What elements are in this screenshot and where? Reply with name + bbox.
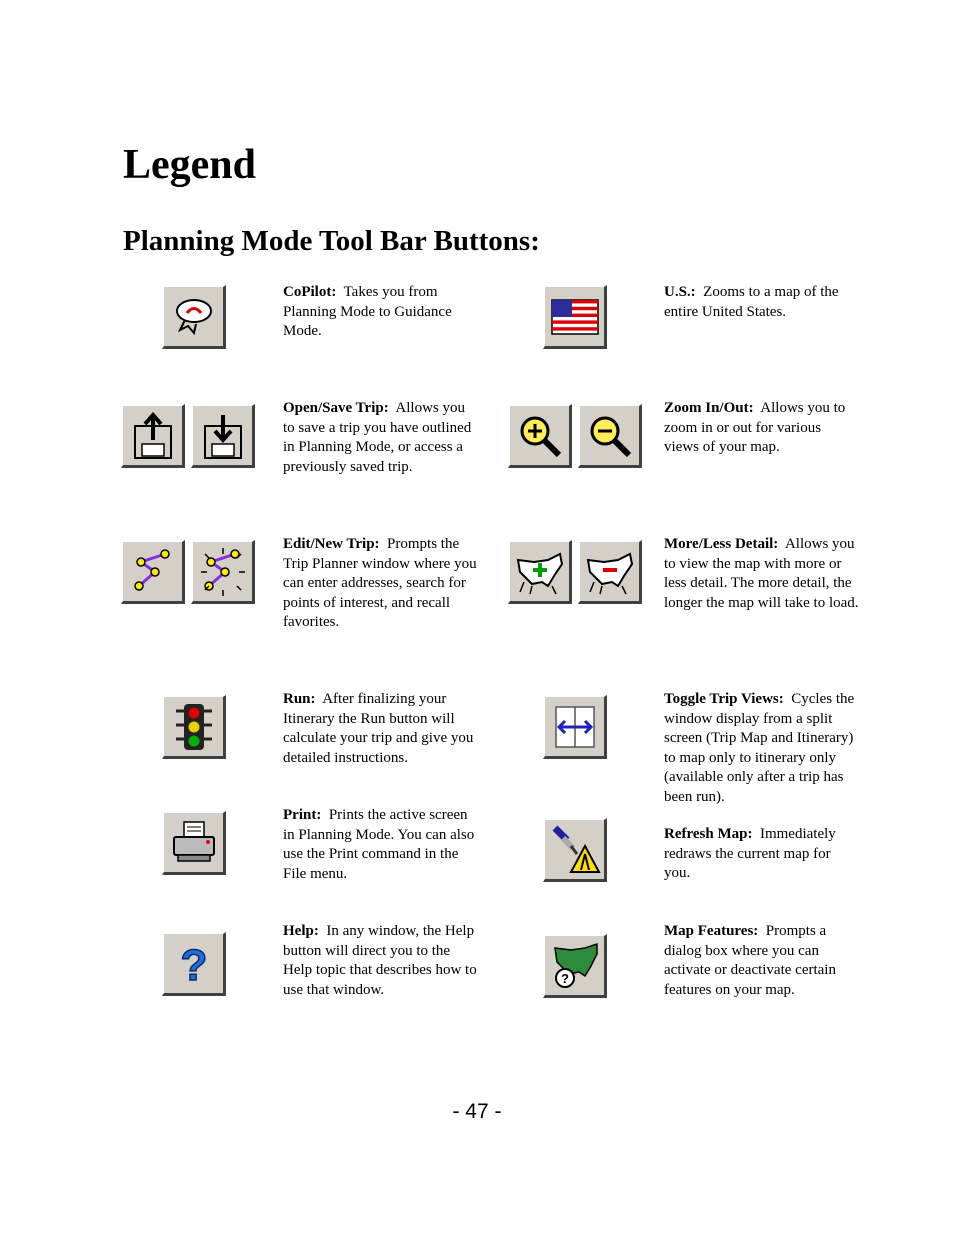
- legend-text: After finalizing your Itinerary the Run button will calculate your trip and give you detailed instructions.: [283, 691, 474, 766]
- new-trip-icon: [197, 546, 249, 598]
- page-title: Legend: [123, 142, 257, 188]
- section-heading: Planning Mode Tool Bar Buttons:: [123, 225, 540, 257]
- more-detail-icon: [514, 546, 566, 598]
- toggle-views-icon: [549, 701, 601, 753]
- save-trip-icon: [197, 410, 249, 462]
- less-detail-icon: [584, 546, 636, 598]
- map-features-button[interactable]: [543, 934, 607, 998]
- svg-text:?: ?: [180, 940, 207, 990]
- refresh-map-icon: [549, 824, 601, 876]
- save-trip-button[interactable]: [191, 404, 255, 468]
- zoom-out-button[interactable]: [578, 404, 642, 468]
- legend-term: Help:: [283, 923, 319, 939]
- legend-term: More/Less Detail:: [664, 536, 779, 552]
- legend-text: Cycles the window display from a split screen (Trip Map and Itinerary) to map only to itinerary only (available only after a trip has been run).: [664, 691, 855, 805]
- toggle-views-button[interactable]: [543, 695, 607, 759]
- legend-term: Edit/New Trip:: [283, 536, 380, 552]
- legend-text: Allows you to view the map with more or less detail. The more detail, the longer the map will take to load.: [664, 536, 859, 611]
- copilot-icon: [168, 291, 220, 343]
- printer-icon: [168, 817, 220, 869]
- legend-desc: [664, 283, 859, 322]
- zoom-out-icon: [584, 410, 636, 462]
- zoom-in-icon: [514, 410, 566, 462]
- page-number: - 47 -: [452, 1100, 502, 1123]
- help-button[interactable]: [162, 932, 226, 996]
- legend-desc: [664, 399, 859, 458]
- legend-text: Zooms to a map of the entire United States.: [664, 284, 839, 320]
- open-trip-icon: [127, 410, 179, 462]
- edit-trip-icon: [127, 546, 179, 598]
- legend-desc: [664, 825, 859, 884]
- legend-text: Takes you from Planning Mode to Guidance Mode.: [283, 284, 452, 339]
- legend-desc: [283, 922, 478, 1000]
- legend-text: Prompts the Trip Planner window where you can enter addresses, search for points of interest, and recall favorites.: [283, 536, 477, 630]
- us-flag-icon: [549, 291, 601, 343]
- refresh-map-button[interactable]: [543, 818, 607, 882]
- traffic-light-icon: [168, 701, 220, 753]
- us-button[interactable]: [543, 285, 607, 349]
- legend-text: Immediately redraws the current map for you.: [664, 826, 836, 881]
- legend-term: Run:: [283, 691, 316, 707]
- svg-text:?: ?: [560, 970, 569, 986]
- legend-term: Map Features:: [664, 923, 759, 939]
- print-button[interactable]: [162, 811, 226, 875]
- legend-desc: [664, 922, 859, 1000]
- legend-term: Zoom In/Out:: [664, 400, 754, 416]
- map-features-icon: [549, 940, 601, 992]
- legend-text: Allows you to zoom in or out for various views of your map.: [664, 400, 846, 455]
- more-detail-button[interactable]: [508, 540, 572, 604]
- legend-term: Print:: [283, 807, 322, 823]
- zoom-in-button[interactable]: [508, 404, 572, 468]
- edit-trip-button[interactable]: [121, 540, 185, 604]
- legend-text: Prompts a dialog box where you can activate or deactivate certain features on your map.: [664, 923, 836, 998]
- legend-desc: [283, 535, 478, 633]
- legend-desc: [664, 690, 859, 807]
- legend-term: U.S.:: [664, 284, 696, 300]
- legend-text: Allows you to save a trip you have outlined in Planning Mode, or access a previously saved trip.: [283, 400, 472, 475]
- legend-term: Refresh Map:: [664, 826, 753, 842]
- legend-text: Prints the active screen in Planning Mode. You can also use the Print command in the File menu.: [283, 807, 475, 882]
- legend-term: Toggle Trip Views:: [664, 691, 784, 707]
- legend-desc: [283, 399, 478, 477]
- less-detail-button[interactable]: [578, 540, 642, 604]
- legend-text: In any window, the Help button will direct you to the Help topic that describes how to use that window.: [283, 923, 477, 998]
- run-button[interactable]: [162, 695, 226, 759]
- new-trip-button[interactable]: [191, 540, 255, 604]
- legend-desc: [283, 283, 478, 342]
- legend-term: Open/Save Trip:: [283, 400, 389, 416]
- copilot-button[interactable]: [162, 285, 226, 349]
- legend-desc: [664, 535, 859, 613]
- help-icon: [168, 938, 220, 990]
- legend-term: CoPilot:: [283, 284, 337, 300]
- legend-desc: [283, 806, 478, 884]
- legend-desc: [283, 690, 478, 768]
- open-trip-button[interactable]: [121, 404, 185, 468]
